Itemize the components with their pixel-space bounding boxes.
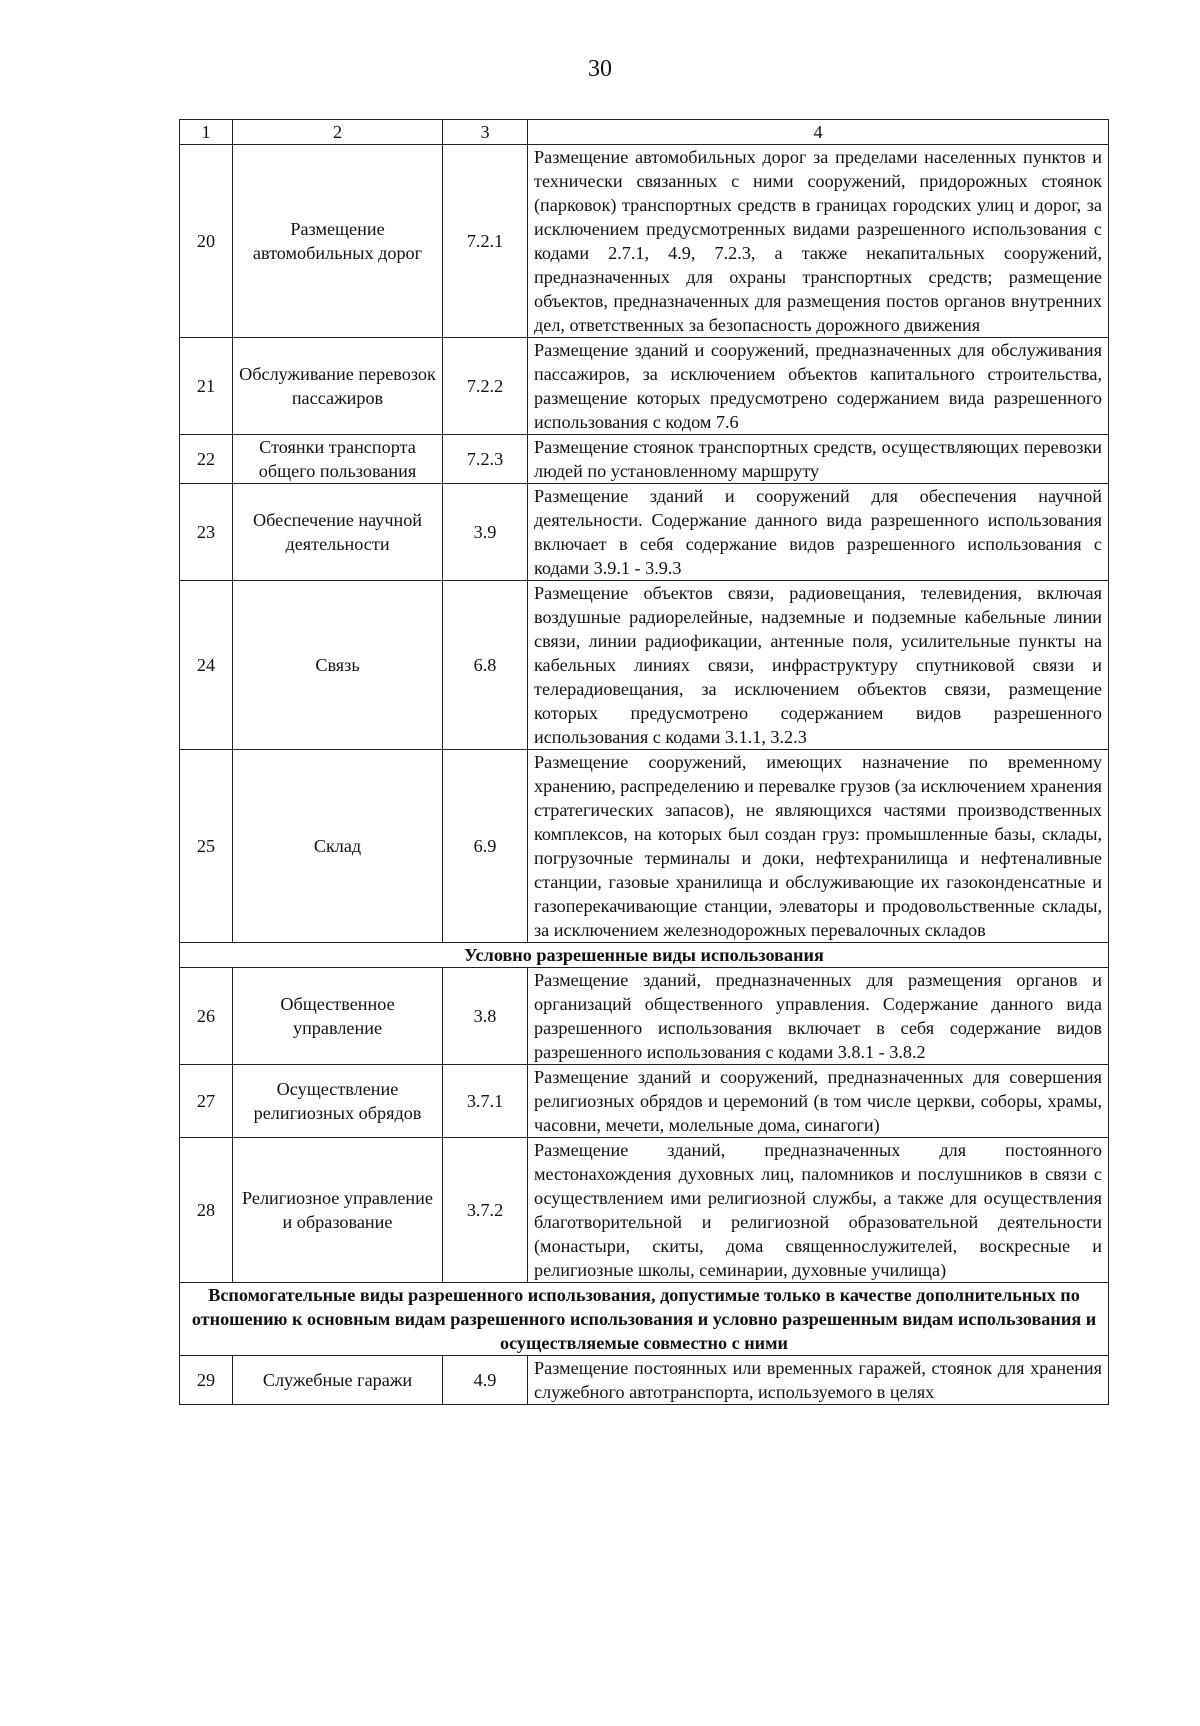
row-number: 20 (180, 145, 233, 338)
table-row (180, 1065, 1109, 1138)
use-description: Размещение автомобильных дорог за пределами населенных пунктов и технически связанных с ними сооружений, придорожных стоянок (парковок) транспортных средств в границах городских улиц и дорог, за исключением предусмотренных видами разрешенного использования с кодами 2.7.1, 4.9, 7.2.3, а также некапитальных сооружений, предназначенных для охраны транспортных средств; размещение объектов, предназначенных для размещения постов органов внутренних дел, ответственных за безопасность дорожного движения (528, 145, 1109, 338)
section-title-auxiliary: Вспомогательные виды разрешенного использования, допустимые только в качестве дополнительных по отношению к основным видам разрешенного использования и условно разрешенным видам использования и осуществляемые совместно с ними (180, 1283, 1109, 1356)
use-description: Размещение зданий и сооружений, предназначенных для обслуживания пассажиров, за исключением объектов капитального строительства, размещение которых предусмотрено содержанием вида разрешенного использования с кодом 7.6 (528, 338, 1109, 435)
column-header: 4 (528, 120, 1109, 145)
row-number: 26 (180, 968, 233, 1065)
row-number: 24 (180, 581, 233, 750)
use-code: 3.9 (443, 484, 528, 581)
use-description: Размещение стоянок транспортных средств, осуществляющих перевозки людей по установленному маршруту (528, 435, 1109, 484)
row-number: 27 (180, 1065, 233, 1138)
use-code: 3.7.2 (443, 1138, 528, 1283)
column-header: 1 (180, 120, 233, 145)
use-description: Размещение зданий и сооружений, предназначенных для совершения религиозных обрядов и церемоний (в том числе церкви, соборы, храмы, часовни, мечети, молельные дома, синагоги) (528, 1065, 1109, 1138)
use-name: Общественное управление (233, 968, 443, 1065)
use-code: 3.7.1 (443, 1065, 528, 1138)
use-name: Осуществление религиозных обрядов (233, 1065, 443, 1138)
use-code: 3.8 (443, 968, 528, 1065)
use-name: Размещение автомобильных дорог (233, 145, 443, 338)
table-row (180, 338, 1109, 435)
use-code: 6.8 (443, 581, 528, 750)
use-code: 4.9 (443, 1356, 528, 1405)
table-row (180, 750, 1109, 943)
use-name: Склад (233, 750, 443, 943)
use-code: 6.9 (443, 750, 528, 943)
use-code: 7.2.3 (443, 435, 528, 484)
page-number: 30 (588, 56, 612, 82)
row-number: 21 (180, 338, 233, 435)
use-code: 7.2.2 (443, 338, 528, 435)
use-description: Размещение сооружений, имеющих назначение по временному хранению, распределению и перевалке грузов (за исключением хранения стратегических запасов), не являющихся частями производственных комплексов, на которых был создан груз: промышленные базы, склады, погрузочные терминалы и доки, нефтехранилища и нефтеналивные станции, газовые хранилища и обслуживающие их газоконденсатные и газоперекачивающие станции, элеваторы и продовольственные склады, за исключением железнодорожных перевалочных складов (528, 750, 1109, 943)
table-row (180, 484, 1109, 581)
row-number: 28 (180, 1138, 233, 1283)
table-row (180, 145, 1109, 338)
section-title-conditional: Условно разрешенные виды использования (180, 943, 1109, 968)
use-code: 7.2.1 (443, 145, 528, 338)
use-description: Размещение зданий и сооружений для обеспечения научной деятельности. Содержание данного вида разрешенного использования включает в себя содержание видов разрешенного использования с кодами 3.9.1 - 3.9.3 (528, 484, 1109, 581)
table-header-row (180, 120, 1109, 145)
column-header: 2 (233, 120, 443, 145)
section-row (180, 943, 1109, 968)
row-number: 23 (180, 484, 233, 581)
use-name: Стоянки транспорта общего пользования (233, 435, 443, 484)
use-name: Обслуживание перевозок пассажиров (233, 338, 443, 435)
use-name: Обеспечение научной деятельности (233, 484, 443, 581)
table-row (180, 968, 1109, 1065)
use-name: Связь (233, 581, 443, 750)
use-name: Служебные гаражи (233, 1356, 443, 1405)
column-header: 3 (443, 120, 528, 145)
table-row (180, 1356, 1109, 1405)
use-description: Размещение зданий, предназначенных для размещения органов и организаций общественного управления. Содержание данного вида разрешенного использования включает в себя содержание видов разрешенного использования с кодами 3.8.1 - 3.8.2 (528, 968, 1109, 1065)
table-row (180, 581, 1109, 750)
use-description: Размещение постоянных или временных гаражей, стоянок для хранения служебного автотранспорта, используемого в целях (528, 1356, 1109, 1405)
table-row (180, 1138, 1109, 1283)
use-description: Размещение объектов связи, радиовещания, телевидения, включая воздушные радиорелейные, надземные и подземные кабельные линии связи, линии радиофикации, антенные поля, усилительные пункты на кабельных линиях связи, инфраструктуру спутниковой связи и телерадиовещания, за исключением объектов связи, размещение которых предусмотрено содержанием видов разрешенного использования с кодами 3.1.1, 3.2.3 (528, 581, 1109, 750)
use-description: Размещение зданий, предназначенных для постоянного местонахождения духовных лиц, паломников и послушников в связи с осуществлением ими религиозной службы, а также для осуществления благотворительной и религиозной образовательной деятельности (монастыри, скиты, дома священнослужителей, воскресные и религиозные школы, семинарии, духовные училища) (528, 1138, 1109, 1283)
row-number: 22 (180, 435, 233, 484)
use-name: Религиозное управление и образование (233, 1138, 443, 1283)
section-row (180, 1283, 1109, 1356)
table-row (180, 435, 1109, 484)
land-use-table (179, 119, 1109, 1405)
row-number: 25 (180, 750, 233, 943)
row-number: 29 (180, 1356, 233, 1405)
